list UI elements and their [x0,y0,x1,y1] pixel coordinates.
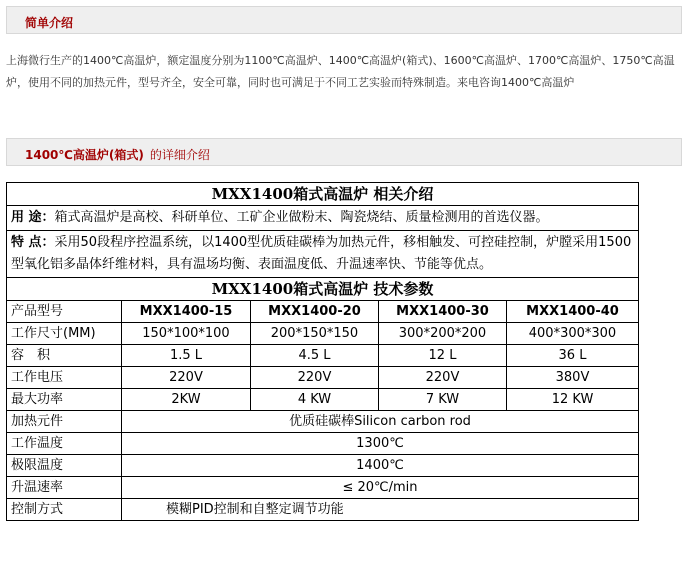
section-title: 简单介绍 [25,16,74,30]
row-label: 加热元件 [7,411,122,433]
table-row [7,183,639,206]
table-row [7,206,639,231]
section-header-intro [6,6,682,34]
model-cell: MXX1400-20 [251,301,379,323]
value-cell: 12 KW [507,389,639,411]
row-label: 极限温度 [7,455,122,477]
feature-cell [7,231,639,278]
table-row [7,345,639,367]
value-cell: 2KW [122,389,251,411]
table-title-params: MXX1400箱式高温炉 技术参数 [7,278,639,301]
table-row [7,323,639,345]
detail-suffix: 的详细介绍 [149,148,210,162]
rate-value: ≤ 20℃/min [122,477,639,499]
value-cell: 4.5 L [251,345,379,367]
control-text: 模糊PID控制和自整定调节功能 [166,502,344,517]
usage-label: 用 途： [11,210,55,225]
product-title: 1400℃高温炉(箱式) [25,148,144,162]
value-cell: 7 KW [379,389,507,411]
value-cell: 220V [251,367,379,389]
value-cell: 1.5 L [122,345,251,367]
table-row [7,477,639,499]
table-row [7,367,639,389]
table-row [7,411,639,433]
value-cell: 200*150*150 [251,323,379,345]
control-value [122,499,639,521]
value-cell: 220V [379,367,507,389]
row-label: 最大功率 [7,389,122,411]
intro-paragraph: 上海微行生产的1400℃高温炉，额定温度分别为1100℃高温炉、1400℃高温炉(箱式)、1600℃高温炉、1700℃高温炉、1750℃高温炉，使用不同的加热元件，型号齐全，安全可靠，同时也可满足于不同工艺实验而特殊制造。来电咨询1400℃高温炉 [6,54,675,89]
model-cell: MXX1400-15 [122,301,251,323]
section-header-detail [6,138,682,166]
value-cell: 380V [507,367,639,389]
feature-text: 采用50段程序控温系统，以1400型优质硅碳棒为加热元件，移相触发、可控硅控制，炉膛采用1500型氧化铝多晶体纤维材料，具有温场均衡、表面温度低、升温速率快、节能等优点。 [11,235,632,272]
usage-text: 箱式高温炉是高校、科研单位、工矿企业做粉末、陶瓷烧结、质量检测用的首选仪器。 [54,210,549,225]
row-label: 控制方式 [7,499,122,521]
limittemp-value: 1400℃ [122,455,639,477]
table-row [7,499,639,521]
model-cell: MXX1400-40 [507,301,639,323]
table-row [7,278,639,301]
row-label: 产品型号 [7,301,122,323]
table-row [7,231,639,278]
model-cell: MXX1400-30 [379,301,507,323]
value-cell: 12 L [379,345,507,367]
table-title-intro: MXX1400箱式高温炉 相关介绍 [7,183,639,206]
usage-cell [7,206,639,231]
row-label: 容 积 [7,345,122,367]
row-label: 工作温度 [7,433,122,455]
table-row [7,455,639,477]
table-row [7,433,639,455]
value-cell: 400*300*300 [507,323,639,345]
table-row [7,301,639,323]
heating-value: 优质硅碳棒Silicon carbon rod [122,411,639,433]
row-label: 升温速率 [7,477,122,499]
row-label: 工作尺寸(MM) [7,323,122,345]
value-cell: 36 L [507,345,639,367]
spec-table [6,182,639,521]
value-cell: 150*100*100 [122,323,251,345]
feature-label: 特 点： [11,235,55,250]
table-row [7,389,639,411]
row-label: 工作电压 [7,367,122,389]
worktemp-value: 1300℃ [122,433,639,455]
value-cell: 4 KW [251,389,379,411]
value-cell: 300*200*200 [379,323,507,345]
value-cell: 220V [122,367,251,389]
